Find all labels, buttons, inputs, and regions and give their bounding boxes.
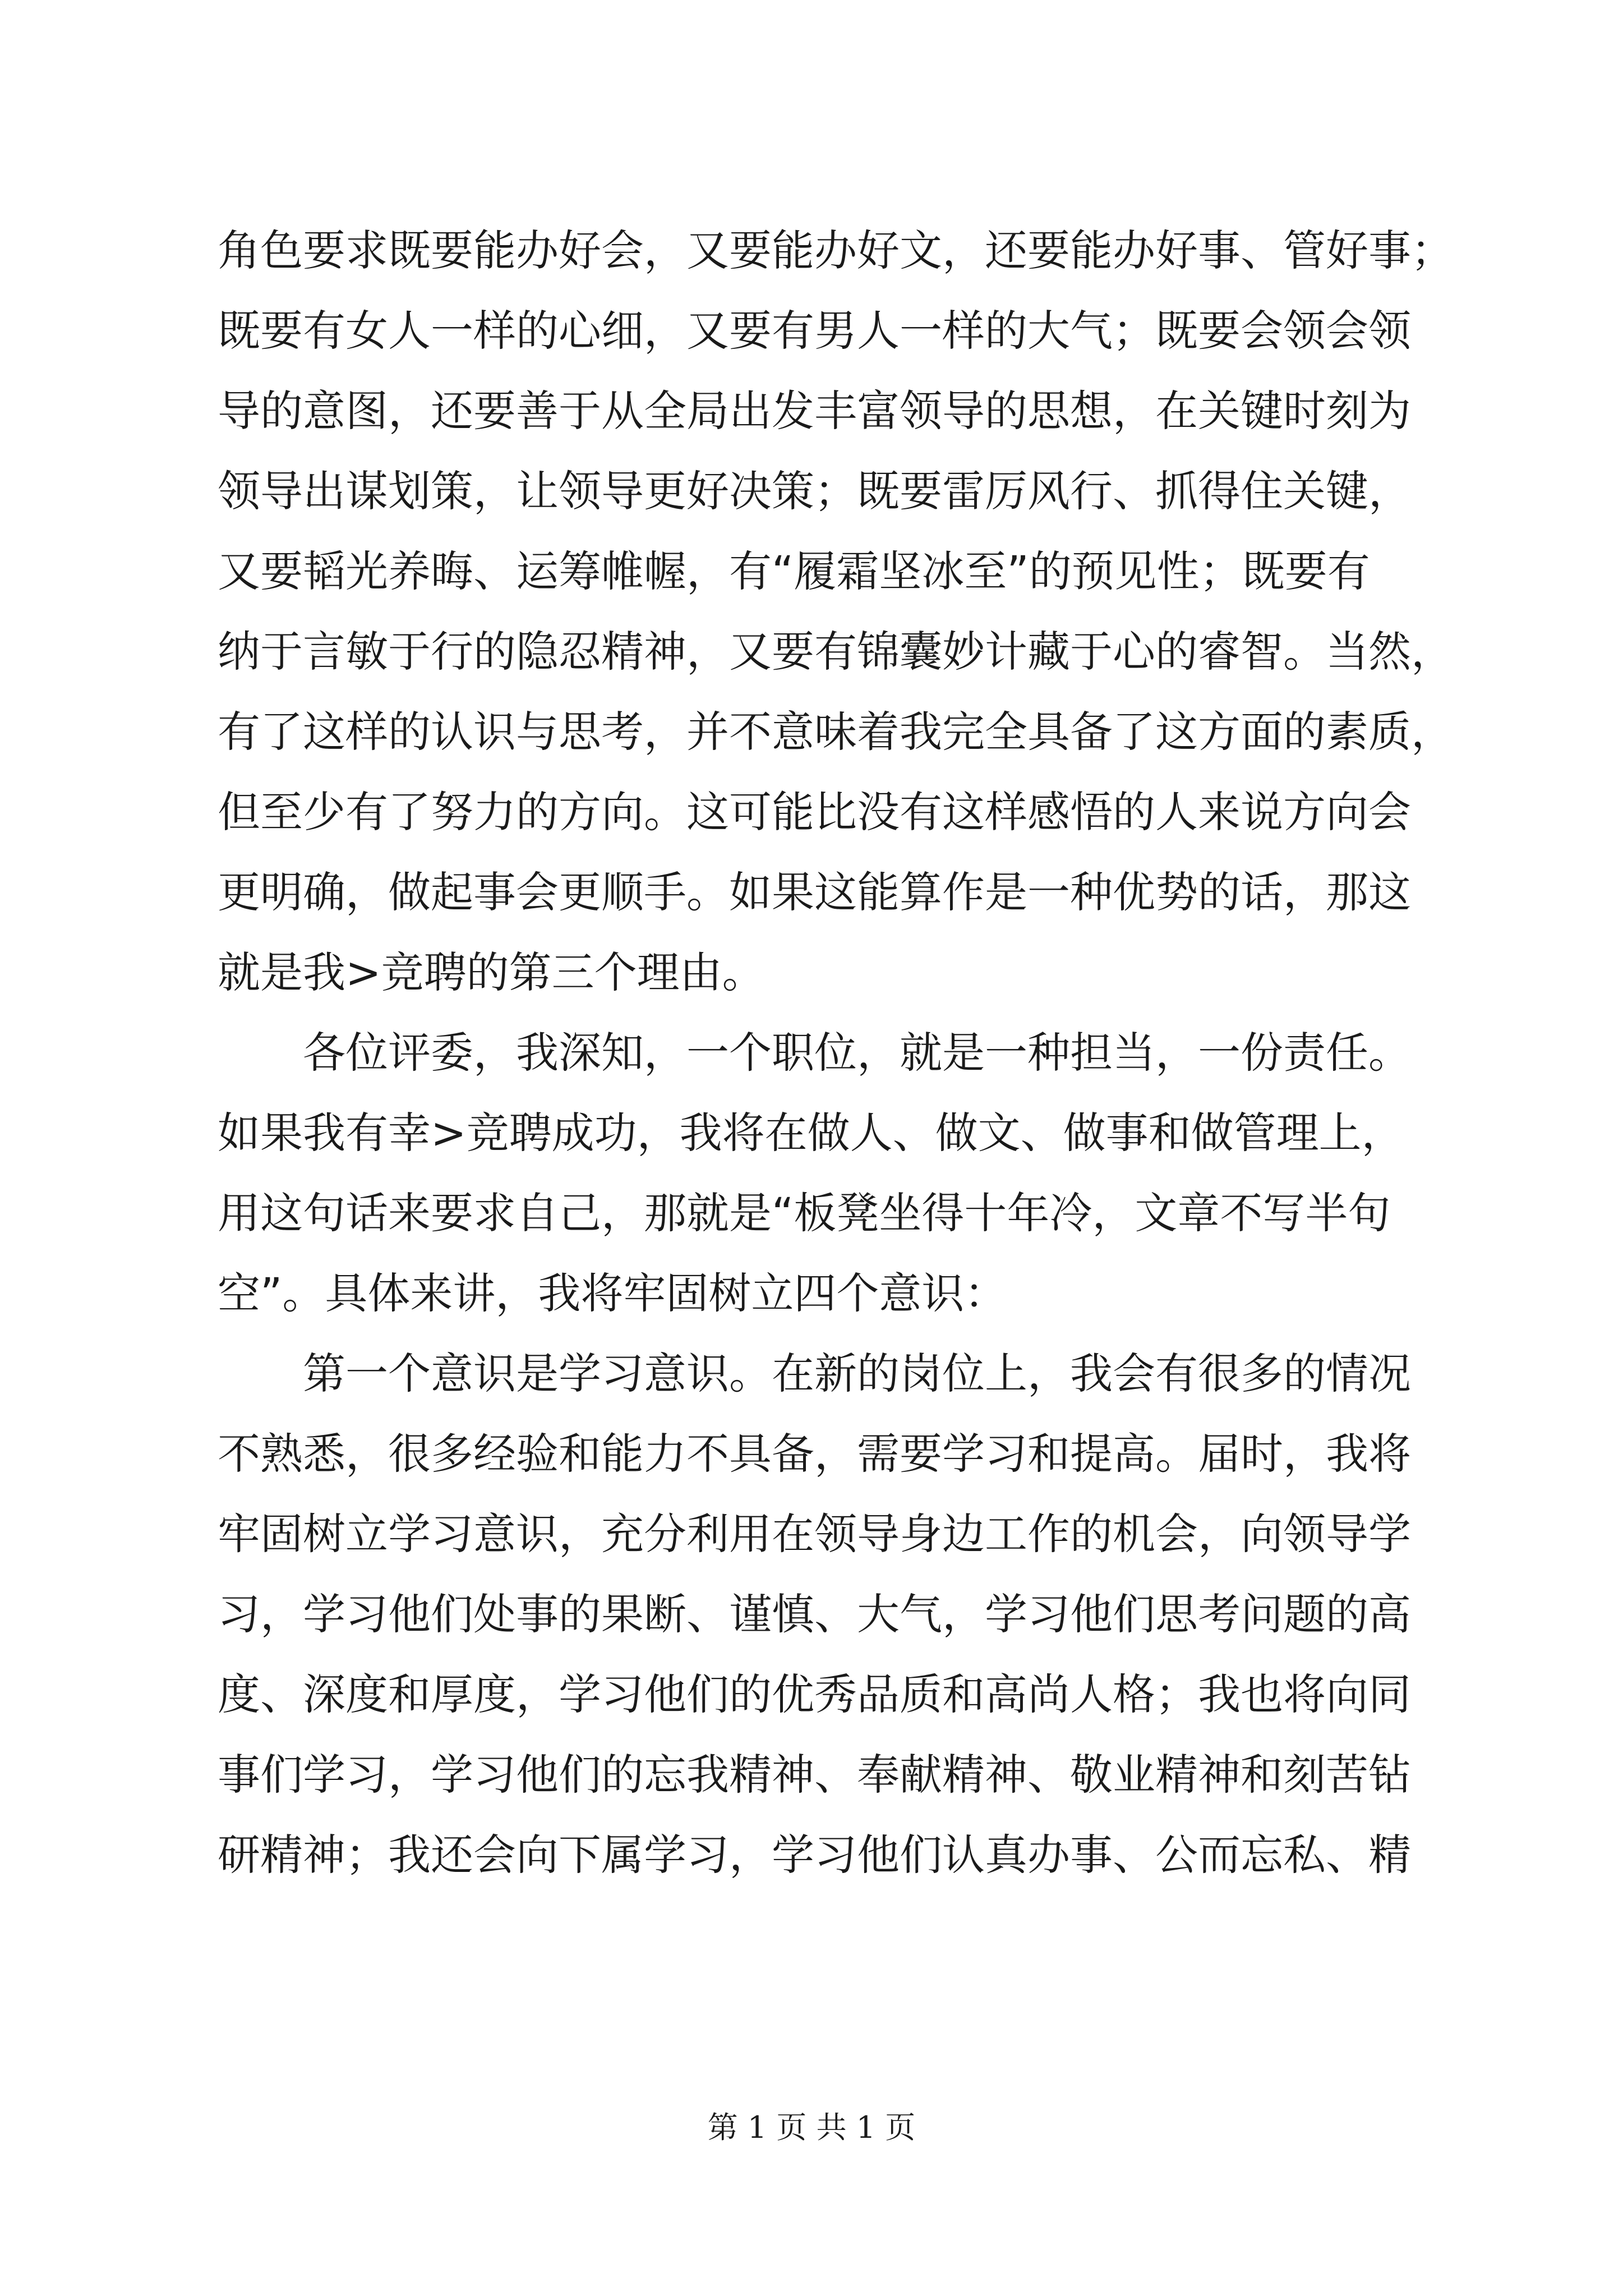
text-line: 牢固树立学习意识，充分利用在领导身边工作的机会，向领导学 — [218, 1509, 1411, 1559]
text-line: 导的意图，还要善于从全局出发丰富领导的思想，在关键时刻为 — [218, 386, 1411, 436]
text-line: 既要有女人一样的心细，又要有男人一样的大气；既要会领会领 — [218, 306, 1411, 356]
text-line: 研精神；我还会向下属学习，学习他们认真办事、公而忘私、精 — [218, 1830, 1411, 1880]
document-body — [218, 210, 1454, 1895]
text-line: 又要韬光养晦、运筹帷幄，有“履霜坚冰至”的预见性；既要有 — [218, 546, 1370, 596]
text-line: 不熟悉，很多经验和能力不具备，需要学习和提高。届时，我将 — [218, 1429, 1411, 1479]
text-line: 空”。具体来讲，我将牢固树立四个意识： — [218, 1268, 1007, 1318]
text-line: 用这句话来要求自己，那就是“板凳坐得十年冷，文章不写半句 — [218, 1188, 1391, 1238]
text-line: 更明确，做起事会更顺手。如果这能算作是一种优势的话，那这 — [218, 867, 1411, 917]
text-line: 就是我>竞聘的第三个理由。 — [218, 947, 765, 997]
text-line: 事们学习，学习他们的忘我精神、奉献精神、敬业精神和刻苦钻 — [218, 1750, 1411, 1800]
text-line: 度、深度和厚度，学习他们的优秀品质和高尚人格；我也将向同 — [218, 1669, 1411, 1719]
text-line: 有了这样的认识与思考，并不意味着我完全具备了这方面的素质， — [218, 707, 1454, 757]
text-line: 角色要求既要能办好会，又要能办好文，还要能办好事、管好事； — [218, 226, 1454, 275]
page-number-footer: 第 1 页 共 1 页 — [707, 2110, 916, 2145]
text-line: 如果我有幸>竞聘成功，我将在做人、做文、做事和做管理上， — [218, 1108, 1404, 1158]
text-line: 但至少有了努力的方向。这可能比没有这样感悟的人来说方向会 — [218, 787, 1411, 837]
text-line: 纳于言敏于行的隐忍精神，又要有锦囊妙计藏于心的睿智。当然， — [218, 627, 1454, 677]
text-line: 领导出谋划策，让领导更好决策；既要雷厉风行、抓得住关键， — [218, 466, 1411, 516]
paragraph-first-line: 第一个意识是学习意识。在新的岗位上，我会有很多的情况 — [303, 1349, 1411, 1398]
text-line: 习，学习他们处事的果断、谨慎、大气，学习他们思考问题的高 — [218, 1589, 1411, 1639]
paragraph-first-line: 各位评委，我深知，一个职位，就是一种担当，一份责任。 — [303, 1028, 1411, 1078]
